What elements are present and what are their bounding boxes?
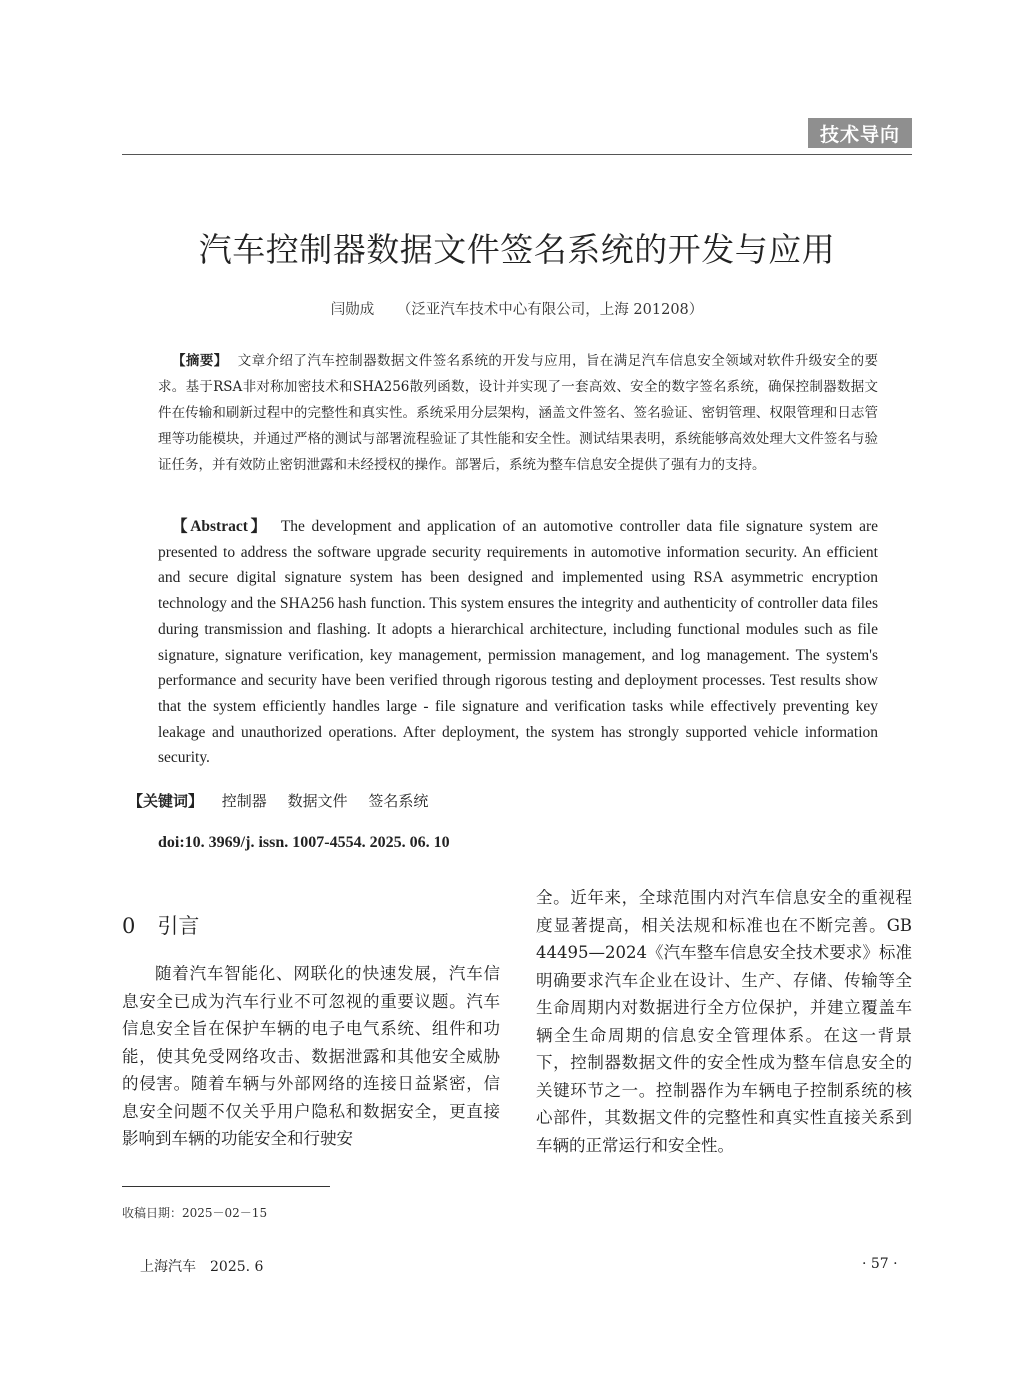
body-left-column: 随着汽车智能化、网联化的快速发展，汽车信息安全已成为汽车行业不可忽视的重要议题。汽车信息安全旨在保护车辆的电子电气系统、组件和功能，使其免受网络攻击、数据泄露和其他安全威胁的侵害。随着车辆与外部网络的连接日益紧密，信息安全问题不仅关乎用户隐私和数据安全，更直接影响到车辆的功能安全和行驶安	[122, 964, 500, 1148]
section-tag: 技术导向	[808, 118, 912, 148]
section-number: 0	[122, 914, 136, 938]
abstract-cn-text: 文章介绍了汽车控制器数据文件签名系统的开发与应用，旨在满足汽车信息安全领域对软件升级安全的要求。基于RSA非对称加密技术和SHA256散列函数，设计并实现了一套高效、安全的数字签名系统，确保控制器数据文件在传输和刷新过程中的完整性和真实性。系统采用分层架构，涵盖文件签名、签名验证、密钥管理、权限管理和日志管理等功能模块，并通过严格的测试与部署流程验证了其性能和安全性。测试结果表明，系统能够高效处理大文件签名与验证任务，并有效防止密钥泄露和未经授权的操作。部署后，系统为整车信息安全提供了强有力的支持。	[158, 353, 879, 473]
journal-name: 上海汽车	[140, 1259, 196, 1275]
author-line	[100, 298, 934, 319]
abstract-english	[158, 514, 878, 771]
keywords-label: 【关键词】	[128, 792, 204, 810]
section-heading	[122, 910, 199, 940]
keyword-item: 控制器	[221, 792, 267, 810]
abstract-cn-label: 【摘要】	[172, 353, 228, 369]
abstract-en-label: 【Abstract】	[172, 518, 269, 535]
keywords	[128, 790, 888, 811]
section-title: 引言	[157, 914, 200, 938]
page-number: · 57 ·	[862, 1256, 898, 1272]
author-name: 闫勋成	[330, 302, 375, 318]
body-right-column: 全。近年来，全球范围内对汽车信息安全的重视程度显著提高，相关法规和标准也在不断完善。GB 44495—2024《汽车整车信息安全技术要求》标准明确要求汽车企业在设计、生产、存储、传输等全生命周期内对数据进行全方位保护，并建立覆盖车辆全生命周期的信息安全管理体系。在这一背景下，控制器数据文件的安全性成为整车信息安全的关键环节之一。控制器作为车辆电子控制系统的核心部件，其数据文件的完整性和真实性直接关系到车辆的正常运行和安全性。	[536, 888, 912, 1155]
keyword-item: 数据文件	[287, 792, 348, 810]
journal-issue: 2025. 6	[210, 1259, 264, 1275]
abstract-chinese	[158, 348, 878, 478]
doi: doi:10. 3969/j. issn. 1007-4554. 2025. 06. 10	[158, 834, 450, 851]
article-title: 汽车控制器数据文件签名系统的开发与应用	[198, 230, 836, 269]
keyword-item: 签名系统	[368, 792, 429, 810]
abstract-en-text: The development and application of an automotive controller data file signature system are presented to address the software upgrade security requirements in automotive information security. An efficient and secure digital signature system has been designed and implemented using RSA asymmetric encryption technology and the SHA256 hash function. This system ensures the integrity and authenticity of controller data files during transmission and flashing. It adopts a hierarchical architecture, including functional modules such as file signature, signature verification, key management, permission management, and log management. The system's performance and security have been verified through rigorous testing and deployment processes. Test results show that the system efficiently handles large - file signature and verification tasks while effectively preventing key leakage and unauthorized operations. After deployment, the system has strongly supported vehicle information security.	[158, 518, 878, 767]
header-divider	[122, 154, 912, 155]
footnote-divider	[122, 1186, 330, 1187]
running-footer	[140, 1256, 263, 1276]
received-date-footnote: 收稿日期：2025－02－15	[122, 1206, 268, 1220]
author-affiliation: （泛亚汽车技术中心有限公司，上海 201208）	[396, 302, 704, 318]
